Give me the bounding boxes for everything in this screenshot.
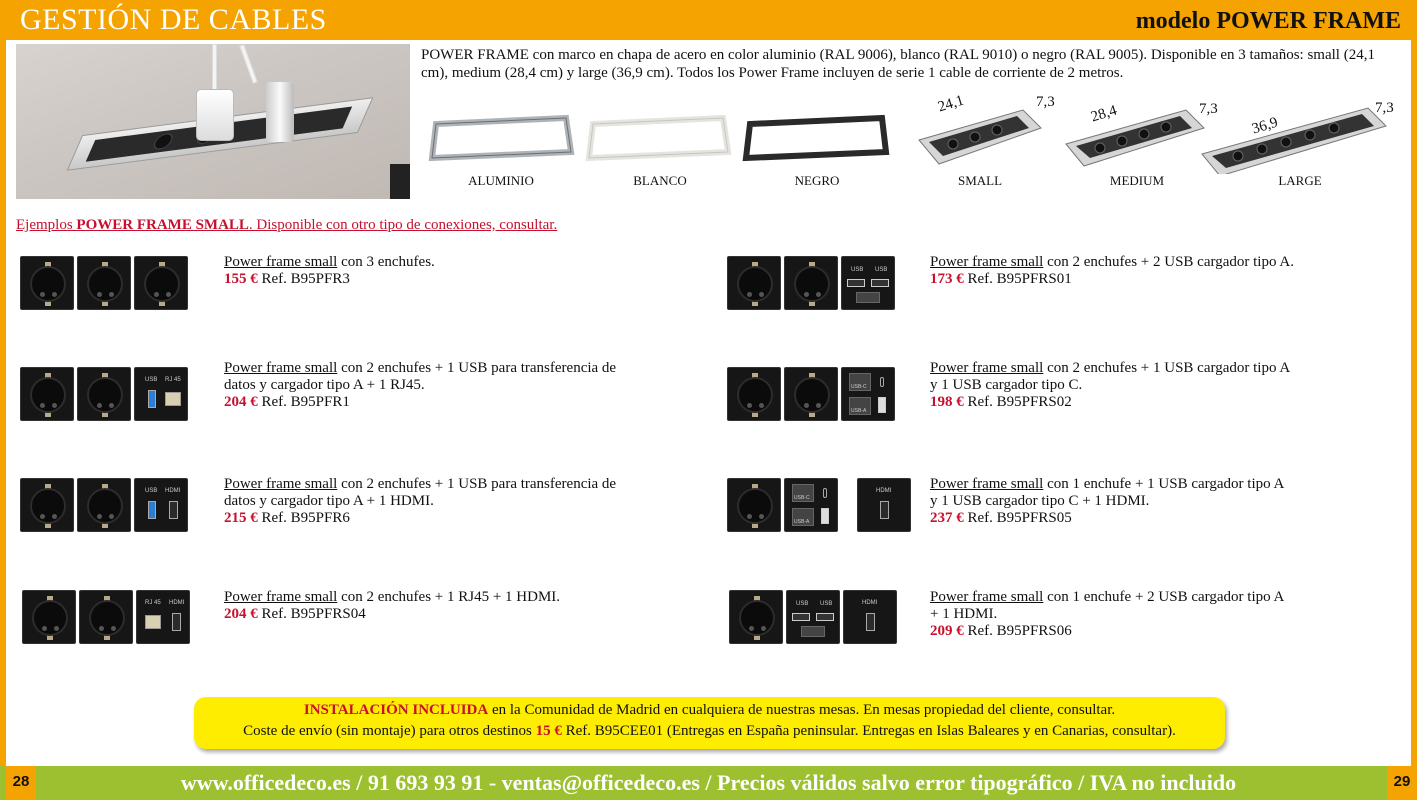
- socket-tile-icon: [134, 256, 188, 310]
- product-name: Power frame small: [224, 476, 338, 492]
- product-name: Power frame small: [930, 254, 1044, 270]
- product-description: [930, 476, 1390, 527]
- plug-shape: [266, 82, 294, 142]
- rj45-hdmi-tile-icon: [136, 590, 190, 644]
- product-ref: Ref. B95PFRS04: [257, 606, 366, 622]
- usb-data-port-icon: [148, 390, 156, 408]
- usb-ac-tile-icon: [841, 367, 895, 421]
- size-small-drawing-icon: [905, 104, 1055, 174]
- usba-tag: USB-A: [851, 408, 867, 414]
- product-price: 204 €: [224, 606, 258, 622]
- product-description: [930, 254, 1390, 288]
- usb-symbol-icon: [856, 292, 880, 303]
- size-large-length: 36,9: [1250, 114, 1280, 138]
- examples-bold: POWER FRAME SMALL: [76, 217, 249, 233]
- product-description: [930, 360, 1390, 411]
- usb-c-port-icon: [823, 488, 827, 498]
- cable-shape: [212, 44, 217, 92]
- size-label: MEDIUM: [1109, 173, 1165, 188]
- hero-product-photo: [16, 44, 410, 199]
- finish-label: NEGRO: [794, 173, 840, 188]
- socket-tile-icon: [20, 256, 74, 310]
- usb-ac-tile-icon: [784, 478, 838, 532]
- size-medium-drawing-icon: [1062, 104, 1212, 174]
- usbc-tag: USB-C: [794, 495, 810, 501]
- usb-a-port-icon: [821, 508, 829, 524]
- socket-tile-icon: [22, 590, 76, 644]
- banner-line2-start: Coste de envío (sin montaje) para otros destinos: [243, 723, 536, 739]
- product-desc: con 1 enchufe + 1 USB cargador tipo A: [1043, 476, 1285, 492]
- size-medium: [1062, 104, 1212, 194]
- rj45-port-icon: [165, 392, 181, 406]
- usb-c-port-icon: [880, 377, 884, 387]
- socket-shape: [151, 132, 175, 150]
- footer-bar: [0, 766, 1417, 800]
- frame-aluminio-icon: [426, 104, 576, 174]
- product-desc: con 2 enchufes + 1 USB cargador tipo A: [1043, 360, 1291, 376]
- frame-negro-icon: [742, 104, 892, 174]
- product-desc-2: + 1 HDMI.: [930, 606, 998, 622]
- usb-data-port-icon: [148, 501, 156, 519]
- size-small-width: 7,3: [1036, 94, 1055, 110]
- product-price: 155 €: [224, 271, 258, 287]
- socket-tile-icon: [727, 256, 781, 310]
- hdmi-tag: HDMI: [862, 600, 878, 606]
- size-large-drawing-icon: [1200, 104, 1400, 174]
- product-ref: Ref. B95PFRS05: [963, 510, 1072, 526]
- examples-heading: [16, 217, 557, 234]
- product-price: 173 €: [930, 271, 964, 287]
- rj45-tag: RJ 45: [165, 377, 181, 383]
- usb-tag: USB: [820, 601, 833, 607]
- socket-tile-icon: [79, 590, 133, 644]
- size-large: [1200, 104, 1400, 194]
- usb-tag: USB: [796, 601, 809, 607]
- usba-tag: USB-A: [794, 519, 810, 525]
- banner-line1: en la Comunidad de Madrid en cualquiera de nuestras mesas. En mesas propiedad del cliente, consultar.: [488, 702, 1116, 718]
- frame-blanco-icon: [585, 104, 735, 174]
- usb-rj45-tile-icon: [134, 367, 188, 421]
- cable-shape: [239, 44, 257, 83]
- product-price: 198 €: [930, 394, 964, 410]
- product-price: 215 €: [224, 510, 258, 526]
- product-name: Power frame small: [224, 254, 338, 270]
- page-number-left: 28: [6, 766, 36, 800]
- intro-text: POWER FRAME con marco en chapa de acero en color aluminio (RAL 9006), blanco (RAL 9010) o negro (RAL 9005). Disponible en 3 tamaños: small (24,1 cm), medium (28,4 cm) y large (36,9 cm). Todos los Power Frame incluyen de serie 1 cable de corriente de 2 metros.: [421, 47, 1375, 81]
- usb-a-port-icon: [878, 397, 886, 413]
- page-number-right: 29: [1387, 766, 1417, 800]
- product-ref: Ref. B95PFR6: [257, 510, 350, 526]
- finish-label: ALUMINIO: [468, 173, 534, 188]
- finish-aluminio: [426, 104, 576, 194]
- product-ref: Ref. B95PFRS01: [963, 271, 1072, 287]
- usb-tag: USB: [145, 488, 158, 494]
- product-desc: con 2 enchufes + 1 RJ45 + 1 HDMI.: [337, 589, 561, 605]
- product-description: [224, 360, 684, 411]
- banner-highlight: INSTALACIÓN INCLUIDA: [303, 702, 489, 718]
- usb-tag: USB: [851, 267, 864, 273]
- usb-a-port-icon: [792, 613, 810, 621]
- usb-symbol-icon: [801, 626, 825, 637]
- footer-contact: www.officedeco.es / 91 693 93 91 - ventas@officedeco.es / Precios válidos salvo error tipográfico / IVA no incluido: [180, 770, 1237, 795]
- product-price: 237 €: [930, 510, 964, 526]
- socket-tile-icon: [20, 367, 74, 421]
- product-desc: con 2 enchufes + 1 USB para transferencia de: [337, 476, 617, 492]
- product-ref: Ref. B95PFRS06: [963, 623, 1072, 639]
- size-medium-width: 7,3: [1199, 101, 1218, 117]
- hdmi-tile-icon: [857, 478, 911, 532]
- hdmi-tag: HDMI: [165, 488, 181, 494]
- hdmi-tile-icon: [843, 590, 897, 644]
- product-price: 204 €: [224, 394, 258, 410]
- product-desc-2: y 1 USB cargador tipo C + 1 HDMI.: [930, 493, 1150, 509]
- product-name: Power frame small: [224, 589, 338, 605]
- charger-shape: [196, 89, 234, 141]
- product-desc: con 1 enchufe + 2 USB cargador tipo A: [1043, 589, 1285, 605]
- product-desc-2: y 1 USB cargador tipo C.: [930, 377, 1083, 393]
- socket-tile-icon: [727, 367, 781, 421]
- product-name: Power frame small: [930, 360, 1044, 376]
- product-description: [224, 589, 684, 623]
- header-bar: [0, 0, 1417, 40]
- finish-negro: [742, 104, 892, 194]
- size-medium-length: 28,4: [1089, 102, 1119, 126]
- rj45-tag: RJ 45: [145, 600, 161, 606]
- product-description: [224, 476, 684, 527]
- page-title: GESTIÓN DE CABLES: [20, 3, 327, 36]
- banner-price: 15 €: [535, 723, 562, 739]
- product-desc-2: datos y cargador tipo A + 1 RJ45.: [224, 377, 425, 393]
- product-ref: Ref. B95PFRS02: [963, 394, 1072, 410]
- usbc-tag: USB-C: [851, 384, 867, 390]
- size-small-length: 24,1: [936, 92, 966, 116]
- usb-tile-icon: [786, 590, 840, 644]
- product-description: [224, 254, 664, 288]
- banner-line2-rest: Ref. B95CEE01 (Entregas en España peninsular. Entregas en Islas Baleares y en Canarias, consultar).: [561, 723, 1176, 739]
- usb-tag: USB: [145, 377, 158, 383]
- product-desc-2: datos y cargador tipo A + 1 HDMI.: [224, 493, 434, 509]
- usb-a-port-icon: [816, 613, 834, 621]
- usb-tile-icon: [841, 256, 895, 310]
- product-name: Power frame small: [224, 360, 338, 376]
- hdmi-port-icon: [172, 613, 181, 631]
- socket-tile-icon: [77, 367, 131, 421]
- size-label: LARGE: [1278, 173, 1322, 188]
- model-title: modelo POWER FRAME: [1135, 8, 1401, 34]
- product-ref: Ref. B95PFR1: [257, 394, 350, 410]
- socket-tile-icon: [77, 256, 131, 310]
- socket-tile-icon: [727, 478, 781, 532]
- usb-a-port-icon: [847, 279, 865, 287]
- product-price: 209 €: [930, 623, 964, 639]
- usb-hdmi-tile-icon: [134, 478, 188, 532]
- product-desc: con 2 enchufes + 1 USB para transferencia de: [337, 360, 617, 376]
- usb-tag: USB: [875, 267, 888, 273]
- examples-suffix: . Disponible con otro tipo de conexiones, consultar.: [248, 217, 558, 233]
- size-label: SMALL: [957, 173, 1003, 188]
- hdmi-tag: HDMI: [876, 488, 892, 494]
- desk-leg-shape: [390, 164, 410, 199]
- product-desc: con 2 enchufes + 2 USB cargador tipo A.: [1043, 254, 1294, 270]
- hdmi-port-icon: [880, 501, 889, 519]
- size-small: [905, 104, 1055, 194]
- product-name: Power frame small: [930, 589, 1044, 605]
- socket-tile-icon: [784, 367, 838, 421]
- product-desc: con 3 enchufes.: [337, 254, 435, 270]
- finish-label: BLANCO: [633, 173, 687, 188]
- socket-tile-icon: [784, 256, 838, 310]
- examples-prefix: Ejemplos: [16, 217, 77, 233]
- product-description: [930, 589, 1390, 640]
- socket-tile-icon: [729, 590, 783, 644]
- usb-a-port-icon: [871, 279, 889, 287]
- product-name: Power frame small: [930, 476, 1044, 492]
- socket-tile-icon: [77, 478, 131, 532]
- hdmi-tag: HDMI: [169, 600, 185, 606]
- product-ref: Ref. B95PFR3: [257, 271, 350, 287]
- hdmi-port-icon: [866, 613, 875, 631]
- installation-banner: [194, 697, 1225, 749]
- rj45-port-icon: [145, 615, 161, 629]
- finish-blanco: [585, 104, 735, 194]
- hdmi-port-icon: [169, 501, 178, 519]
- size-large-width: 7,3: [1375, 100, 1394, 116]
- socket-tile-icon: [20, 478, 74, 532]
